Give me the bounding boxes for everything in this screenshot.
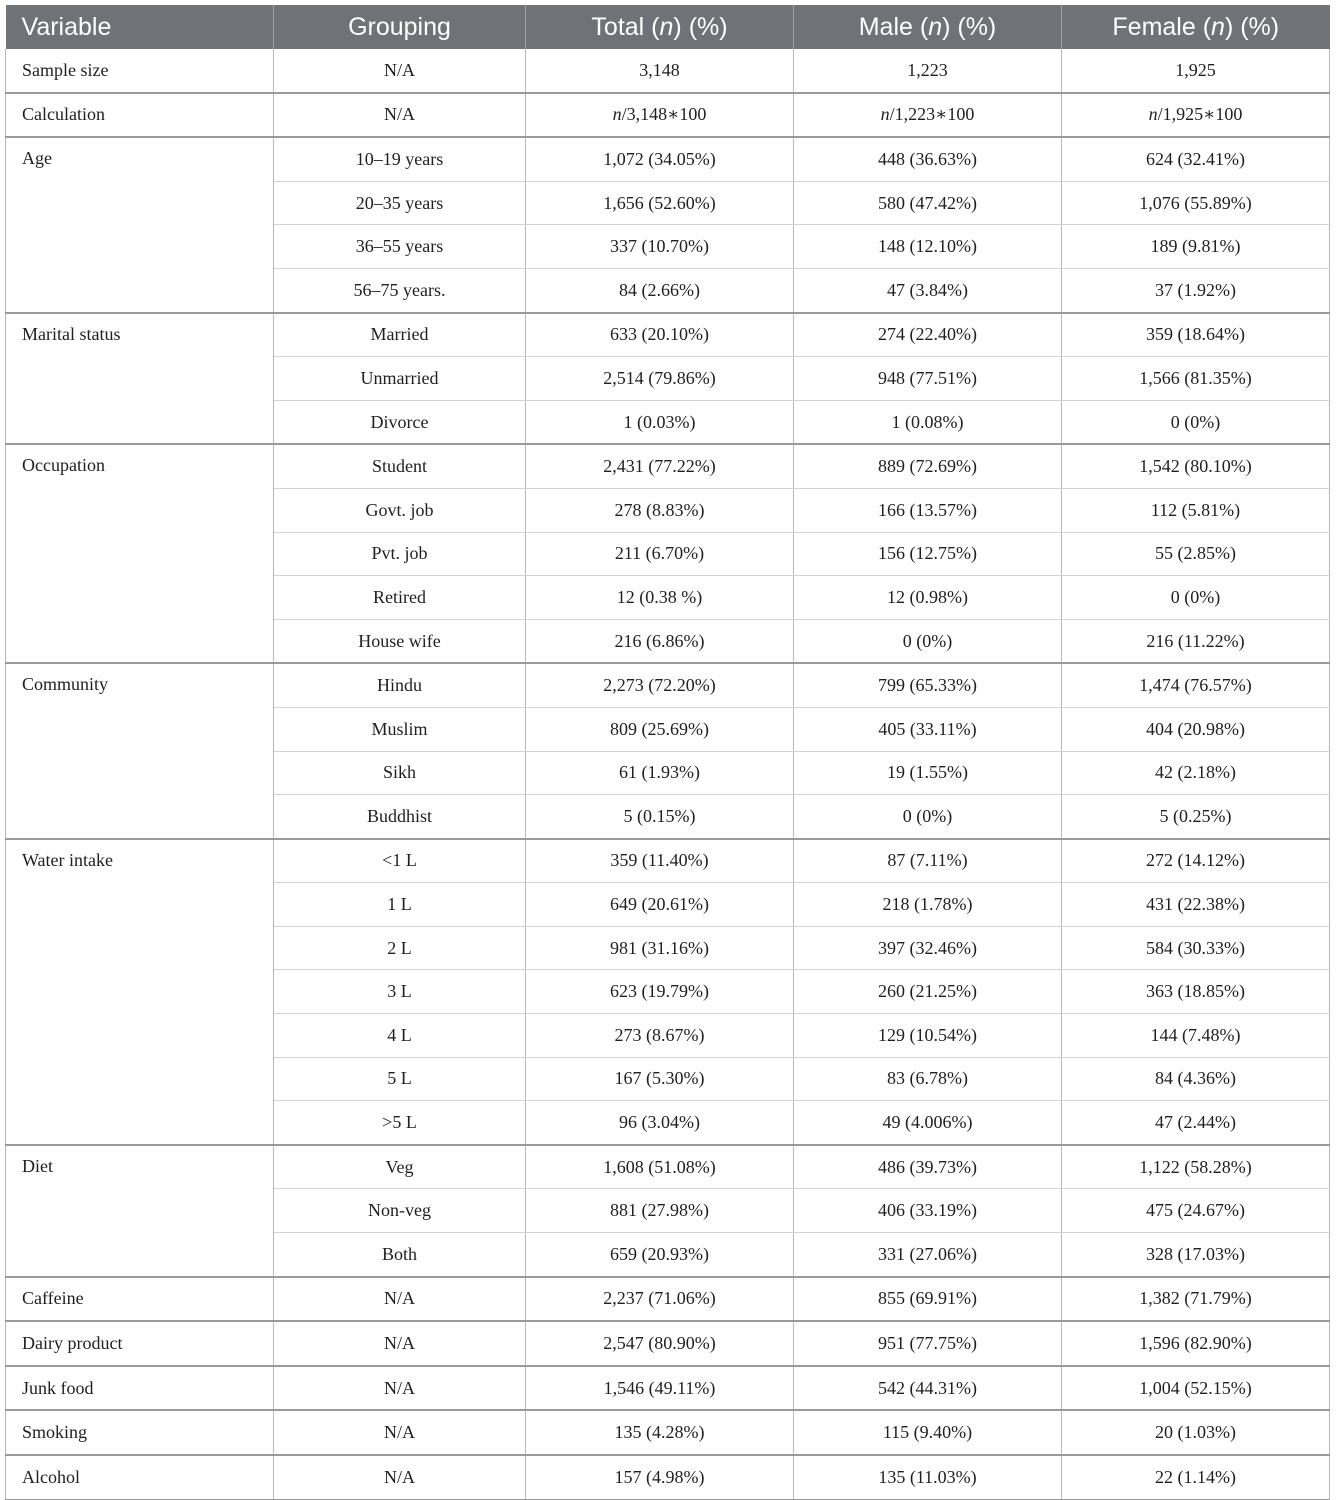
female-cell: 47 (2.44%) xyxy=(1062,1101,1330,1145)
female-cell: 1,122 (58.28%) xyxy=(1062,1145,1330,1189)
total-cell: 623 (19.79%) xyxy=(526,970,794,1014)
grouping-cell: Unmarried xyxy=(274,357,526,401)
male-cell: 12 (0.98%) xyxy=(794,576,1062,620)
total-cell: 1,546 (49.11%) xyxy=(526,1366,794,1411)
table-row xyxy=(6,1277,1330,1322)
total-cell: 981 (31.16%) xyxy=(526,926,794,970)
female-cell: 1,004 (52.15%) xyxy=(1062,1366,1330,1411)
grouping-cell: Student xyxy=(274,444,526,488)
grouping-cell: Divorce xyxy=(274,400,526,444)
total-cell: 5 (0.15%) xyxy=(526,795,794,839)
grouping-cell: 3 L xyxy=(274,970,526,1014)
header-variable: Variable xyxy=(6,5,274,49)
header-total: Total (n) (%) xyxy=(526,5,794,49)
male-cell: 1,223 xyxy=(794,49,1062,93)
female-cell: 1,076 (55.89%) xyxy=(1062,181,1330,225)
grouping-cell: Hindu xyxy=(274,663,526,707)
grouping-cell: N/A xyxy=(274,49,526,93)
total-cell: 881 (27.98%) xyxy=(526,1189,794,1233)
grouping-cell: Sikh xyxy=(274,751,526,795)
table-container xyxy=(5,5,1329,1500)
total-cell: 135 (4.28%) xyxy=(526,1410,794,1455)
total-cell: 809 (25.69%) xyxy=(526,707,794,751)
male-cell: 260 (21.25%) xyxy=(794,970,1062,1014)
total-cell: n/3,148∗100 xyxy=(526,93,794,138)
female-cell: 431 (22.38%) xyxy=(1062,883,1330,927)
female-cell: 624 (32.41%) xyxy=(1062,137,1330,181)
grouping-cell: 36–55 years xyxy=(274,225,526,269)
table-row xyxy=(6,1366,1330,1411)
total-cell: 1,608 (51.08%) xyxy=(526,1145,794,1189)
total-cell: 12 (0.38 %) xyxy=(526,576,794,620)
total-cell: 1 (0.03%) xyxy=(526,400,794,444)
female-cell: 404 (20.98%) xyxy=(1062,707,1330,751)
header-female: Female (n) (%) xyxy=(1062,5,1330,49)
female-cell: 20 (1.03%) xyxy=(1062,1410,1330,1455)
table-row xyxy=(6,1321,1330,1366)
male-cell: 1 (0.08%) xyxy=(794,400,1062,444)
total-cell: 211 (6.70%) xyxy=(526,532,794,576)
grouping-cell: 10–19 years xyxy=(274,137,526,181)
total-cell: 337 (10.70%) xyxy=(526,225,794,269)
female-cell: 84 (4.36%) xyxy=(1062,1057,1330,1101)
grouping-cell: N/A xyxy=(274,93,526,138)
female-cell: 1,925 xyxy=(1062,49,1330,93)
male-cell: 274 (22.40%) xyxy=(794,313,1062,357)
male-cell: 148 (12.10%) xyxy=(794,225,1062,269)
grouping-cell: N/A xyxy=(274,1410,526,1455)
variable-cell: Dairy product xyxy=(6,1321,274,1366)
male-cell: 948 (77.51%) xyxy=(794,357,1062,401)
variable-cell: Marital status xyxy=(6,313,274,445)
female-cell: 272 (14.12%) xyxy=(1062,839,1330,883)
male-cell: 799 (65.33%) xyxy=(794,663,1062,707)
total-cell: 2,273 (72.20%) xyxy=(526,663,794,707)
female-cell: 37 (1.92%) xyxy=(1062,268,1330,312)
male-cell: 115 (9.40%) xyxy=(794,1410,1062,1455)
header-row xyxy=(6,5,1330,49)
variable-cell: Occupation xyxy=(6,444,274,663)
total-cell: 659 (20.93%) xyxy=(526,1233,794,1277)
female-cell: 0 (0%) xyxy=(1062,576,1330,620)
male-cell: 855 (69.91%) xyxy=(794,1277,1062,1322)
variable-cell: Alcohol xyxy=(6,1455,274,1499)
header-male: Male (n) (%) xyxy=(794,5,1062,49)
header-grouping: Grouping xyxy=(274,5,526,49)
table-row xyxy=(6,93,1330,138)
grouping-cell: Non-veg xyxy=(274,1189,526,1233)
grouping-cell: Retired xyxy=(274,576,526,620)
male-cell: 889 (72.69%) xyxy=(794,444,1062,488)
female-cell: 584 (30.33%) xyxy=(1062,926,1330,970)
grouping-cell: N/A xyxy=(274,1455,526,1499)
table-row xyxy=(6,839,1330,883)
total-cell: 2,547 (80.90%) xyxy=(526,1321,794,1366)
variable-cell: Smoking xyxy=(6,1410,274,1455)
table-row xyxy=(6,313,1330,357)
female-cell: 328 (17.03%) xyxy=(1062,1233,1330,1277)
grouping-cell: 1 L xyxy=(274,883,526,927)
total-cell: 61 (1.93%) xyxy=(526,751,794,795)
demographics-table xyxy=(5,5,1330,1500)
female-cell: 475 (24.67%) xyxy=(1062,1189,1330,1233)
male-cell: 47 (3.84%) xyxy=(794,268,1062,312)
female-cell: 22 (1.14%) xyxy=(1062,1455,1330,1499)
grouping-cell: Buddhist xyxy=(274,795,526,839)
grouping-cell: Married xyxy=(274,313,526,357)
male-cell: 486 (39.73%) xyxy=(794,1145,1062,1189)
female-cell: 144 (7.48%) xyxy=(1062,1014,1330,1058)
male-cell: 580 (47.42%) xyxy=(794,181,1062,225)
total-cell: 278 (8.83%) xyxy=(526,488,794,532)
male-cell: n/1,223∗100 xyxy=(794,93,1062,138)
grouping-cell: Pvt. job xyxy=(274,532,526,576)
total-cell: 2,514 (79.86%) xyxy=(526,357,794,401)
grouping-cell: 4 L xyxy=(274,1014,526,1058)
grouping-cell: N/A xyxy=(274,1277,526,1322)
male-cell: 156 (12.75%) xyxy=(794,532,1062,576)
male-cell: 331 (27.06%) xyxy=(794,1233,1062,1277)
female-cell: 359 (18.64%) xyxy=(1062,313,1330,357)
total-cell: 2,237 (71.06%) xyxy=(526,1277,794,1322)
male-cell: 135 (11.03%) xyxy=(794,1455,1062,1499)
female-cell: 5 (0.25%) xyxy=(1062,795,1330,839)
total-cell: 359 (11.40%) xyxy=(526,839,794,883)
grouping-cell: 56–75 years. xyxy=(274,268,526,312)
total-cell: 649 (20.61%) xyxy=(526,883,794,927)
female-cell: 112 (5.81%) xyxy=(1062,488,1330,532)
male-cell: 405 (33.11%) xyxy=(794,707,1062,751)
female-cell: 42 (2.18%) xyxy=(1062,751,1330,795)
male-cell: 542 (44.31%) xyxy=(794,1366,1062,1411)
female-cell: 1,382 (71.79%) xyxy=(1062,1277,1330,1322)
total-cell: 2,431 (77.22%) xyxy=(526,444,794,488)
female-cell: 1,596 (82.90%) xyxy=(1062,1321,1330,1366)
grouping-cell: >5 L xyxy=(274,1101,526,1145)
variable-cell: Diet xyxy=(6,1145,274,1277)
table-row xyxy=(6,49,1330,93)
total-cell: 1,656 (52.60%) xyxy=(526,181,794,225)
male-cell: 49 (4.006%) xyxy=(794,1101,1062,1145)
female-cell: n/1,925∗100 xyxy=(1062,93,1330,138)
female-cell: 1,542 (80.10%) xyxy=(1062,444,1330,488)
male-cell: 406 (33.19%) xyxy=(794,1189,1062,1233)
table-header xyxy=(6,5,1330,49)
female-cell: 216 (11.22%) xyxy=(1062,619,1330,663)
male-cell: 87 (7.11%) xyxy=(794,839,1062,883)
variable-cell: Junk food xyxy=(6,1366,274,1411)
female-cell: 1,474 (76.57%) xyxy=(1062,663,1330,707)
grouping-cell: Both xyxy=(274,1233,526,1277)
variable-cell: Age xyxy=(6,137,274,312)
grouping-cell: House wife xyxy=(274,619,526,663)
total-cell: 167 (5.30%) xyxy=(526,1057,794,1101)
grouping-cell: 20–35 years xyxy=(274,181,526,225)
variable-cell: Caffeine xyxy=(6,1277,274,1322)
grouping-cell: Muslim xyxy=(274,707,526,751)
total-cell: 157 (4.98%) xyxy=(526,1455,794,1499)
female-cell: 55 (2.85%) xyxy=(1062,532,1330,576)
total-cell: 96 (3.04%) xyxy=(526,1101,794,1145)
male-cell: 166 (13.57%) xyxy=(794,488,1062,532)
total-cell: 216 (6.86%) xyxy=(526,619,794,663)
male-cell: 951 (77.75%) xyxy=(794,1321,1062,1366)
table-row xyxy=(6,1145,1330,1189)
grouping-cell: Veg xyxy=(274,1145,526,1189)
table-row xyxy=(6,137,1330,181)
grouping-cell: N/A xyxy=(274,1366,526,1411)
grouping-cell: 5 L xyxy=(274,1057,526,1101)
male-cell: 0 (0%) xyxy=(794,619,1062,663)
table-row xyxy=(6,1410,1330,1455)
total-cell: 633 (20.10%) xyxy=(526,313,794,357)
grouping-cell: Govt. job xyxy=(274,488,526,532)
male-cell: 218 (1.78%) xyxy=(794,883,1062,927)
total-cell: 3,148 xyxy=(526,49,794,93)
grouping-cell: N/A xyxy=(274,1321,526,1366)
variable-cell: Community xyxy=(6,663,274,838)
table-row xyxy=(6,1455,1330,1499)
male-cell: 129 (10.54%) xyxy=(794,1014,1062,1058)
male-cell: 0 (0%) xyxy=(794,795,1062,839)
table-row xyxy=(6,663,1330,707)
female-cell: 0 (0%) xyxy=(1062,400,1330,444)
total-cell: 1,072 (34.05%) xyxy=(526,137,794,181)
male-cell: 397 (32.46%) xyxy=(794,926,1062,970)
male-cell: 19 (1.55%) xyxy=(794,751,1062,795)
male-cell: 448 (36.63%) xyxy=(794,137,1062,181)
variable-cell: Water intake xyxy=(6,839,274,1145)
total-cell: 273 (8.67%) xyxy=(526,1014,794,1058)
female-cell: 1,566 (81.35%) xyxy=(1062,357,1330,401)
male-cell: 83 (6.78%) xyxy=(794,1057,1062,1101)
total-cell: 84 (2.66%) xyxy=(526,268,794,312)
female-cell: 363 (18.85%) xyxy=(1062,970,1330,1014)
grouping-cell: <1 L xyxy=(274,839,526,883)
female-cell: 189 (9.81%) xyxy=(1062,225,1330,269)
variable-cell: Sample size xyxy=(6,49,274,93)
variable-cell: Calculation xyxy=(6,93,274,138)
table-body xyxy=(6,49,1330,1499)
table-row xyxy=(6,444,1330,488)
grouping-cell: 2 L xyxy=(274,926,526,970)
